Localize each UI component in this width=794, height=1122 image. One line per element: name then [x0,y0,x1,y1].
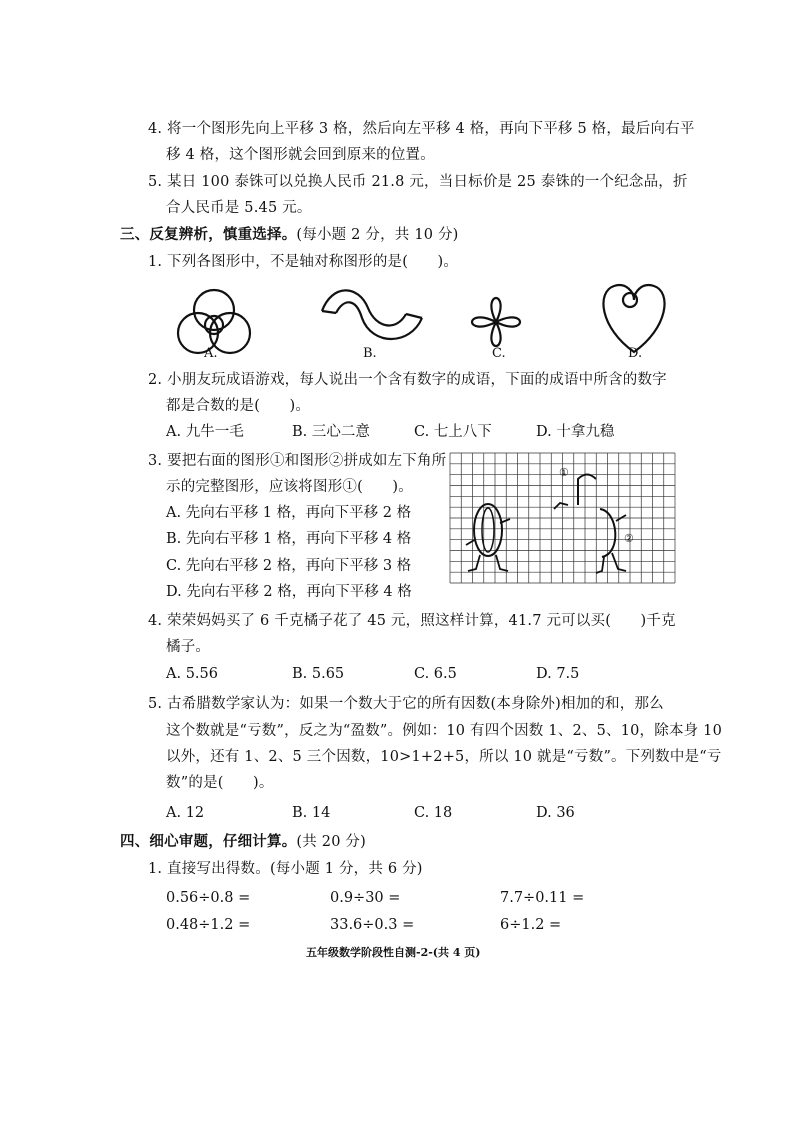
figure-b-s-curve [322,290,422,339]
s3-q1-label-d: D. [628,346,643,361]
calc-item: 7.7÷0.11 = [500,890,585,906]
s3-q3-line2: 示的完整图形，应该将图形①( )。 [166,479,413,495]
s3-q3-option-a: A. 先向右平移 1 格，再向下平移 2 格 [166,505,412,521]
s3-q5-line1: 5. 古希腊数学家认为：如果一个数大于它的所有因数(本身除外)相加的和，那么 [148,696,664,712]
s3-q2-line2: 都是合数的是( )。 [166,398,311,414]
judge-q5-line1: 5. 某日 100 泰铢可以兑换人民币 21.8 元，当日标价是 25 泰铢的一个纪念品，折 [148,174,688,190]
s3-q3-marker-1: ① [559,466,569,479]
s3-q3-option-c: C. 先向右平移 2 格，再向下平移 3 格 [166,558,412,574]
judge-q4-line1: 4. 将一个图形先向上平移 3 格，然后向左平移 4 格，再向下平移 5 格，最后向右平 [148,121,695,137]
s3-q2-option-d: D. 十拿九稳 [536,424,615,440]
calc-item: 0.56÷0.8 = [166,890,251,906]
s3-q2-option-c: C. 七上八下 [414,424,492,440]
s3-q2-line1: 2. 小朋友玩成语游戏，每人说出一个含有数字的成语，下面的成语中所含的数字 [148,372,667,388]
s3-q4-line2: 橘子。 [166,639,211,655]
s3-q5-line2: 这个数就是“亏数”，反之为“盈数”。例如：10 有四个因数 1、2、5、10，除本身 10 [166,723,723,739]
s3-q2-option-a: A. 九牛一毛 [166,424,244,440]
s3-q1-label-b: B. [363,346,377,361]
section3-title: 三、反复辨析，慎重选择。 [120,226,297,243]
s3-q5-option-a: A. 12 [166,805,205,821]
s3-q5-option-d: D. 36 [536,805,575,821]
figure-d-heart-loop [603,285,664,352]
s3-q4-option-a: A. 5.56 [166,666,218,682]
s3-q4-line1: 4. 荣荣妈妈买了 6 千克橘子花了 45 元，照这样计算，41.7 元可以买( )千克 [148,613,676,629]
s3-q1-label-c: C. [492,346,506,361]
section3-note: (每小题 2 分，共 10 分) [296,227,459,243]
s3-q1-label-a: A. [204,346,218,361]
s3-q4-option-b: B. 5.65 [292,666,345,682]
s3-q5-line3: 以外，还有 1、2、5 三个因数，10>1+2+5，所以 10 就是“亏数”。下列数中是“亏 [166,749,722,765]
s3-q3-line1: 3. 要把右面的图形①和图形②拼成如左下角所 [148,453,447,469]
section4-title: 四、细心审题，仔细计算。 [120,833,297,850]
s3-q5-line4: 数”的是( )。 [166,775,274,791]
section3-heading [120,225,459,245]
s3-q5-option-b: B. 14 [292,805,331,821]
section4-heading [120,832,366,852]
page-footer: 五年级数学阶段性自测-2-(共 4 页) [306,946,481,959]
figure-c-four-leaf [472,298,520,346]
s3-q3-marker-2: ② [624,532,634,545]
s3-q3-option-b: B. 先向右平移 1 格，再向下平移 4 格 [166,531,412,547]
s3-q4-option-d: D. 7.5 [536,666,580,682]
s3-q3-option-d: D. 先向右平移 2 格，再向下平移 4 格 [166,584,412,600]
judge-q4-line2: 移 4 格，这个图形就会回到原来的位置。 [166,147,435,163]
s3-q1-text: 1. 下列各图形中，不是轴对称图形的是( )。 [148,254,459,270]
calc-item: 6÷1.2 = [500,917,562,933]
judge-q5-line2: 合人民币是 5.45 元。 [166,200,312,216]
s4-q1-title: 1. 直接写出得数。(每小题 1 分，共 6 分) [148,861,423,877]
s3-q4-option-c: C. 6.5 [414,666,457,682]
s3-q2-option-b: B. 三心二意 [292,424,370,440]
figure-piece-1 [554,475,596,510]
section4-note: (共 20 分) [296,834,366,850]
figure-piece-2 [596,509,626,573]
calc-item: 0.48÷1.2 = [166,917,251,933]
calc-item: 0.9÷30 = [330,890,401,906]
calc-item: 33.6÷0.3 = [330,917,415,933]
s3-q5-option-c: C. 18 [414,805,453,821]
